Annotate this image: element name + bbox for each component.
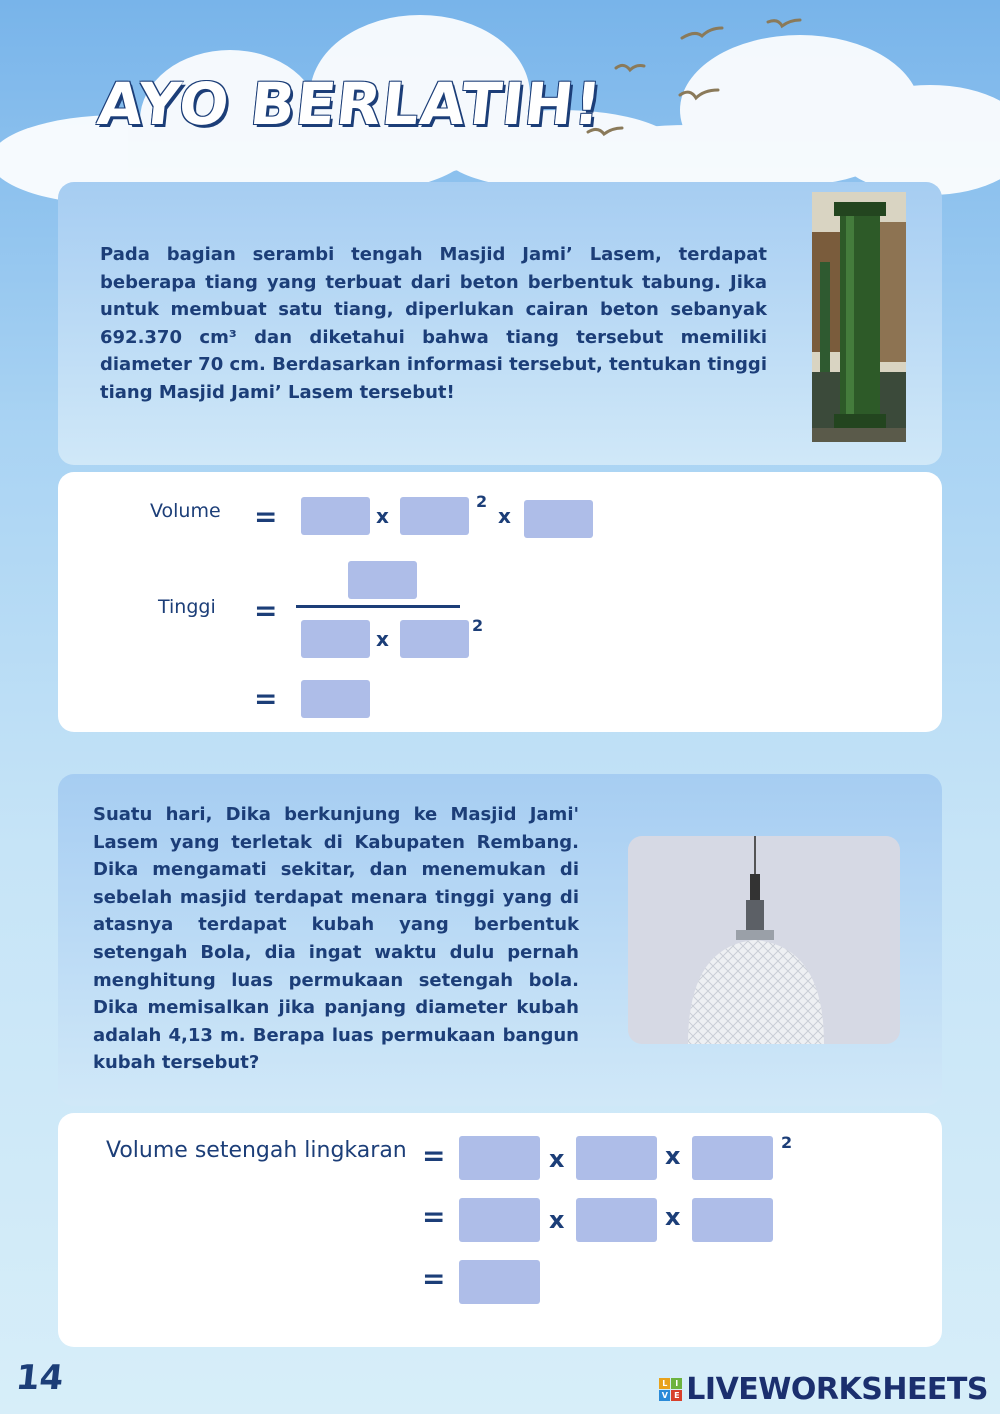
power-two: 2 xyxy=(781,1133,793,1152)
answer-box-denominator-1[interactable] xyxy=(301,620,370,658)
page-title: AYO BERLATIH! xyxy=(94,70,606,138)
page-number: 14 xyxy=(13,1358,66,1398)
answer-box-3[interactable] xyxy=(692,1136,773,1180)
question-1-panel xyxy=(58,182,942,465)
power-two: 2 xyxy=(472,616,484,635)
half-sphere-label: Volume setengah lingkaran xyxy=(106,1138,407,1163)
tinggi-label: Tinggi xyxy=(158,596,216,618)
answer-1-panel xyxy=(58,472,942,732)
green-column-photo xyxy=(812,192,906,442)
times-sign: x xyxy=(665,1142,681,1170)
times-sign: x xyxy=(549,1206,565,1234)
fraction-line xyxy=(296,605,460,608)
times-sign: x xyxy=(376,627,389,651)
brand-name: LIVEWORKSHEETS xyxy=(686,1372,988,1407)
equals-sign: = xyxy=(422,1200,446,1233)
answer-box-2[interactable] xyxy=(576,1136,657,1180)
answer-box-1[interactable] xyxy=(301,497,370,535)
answer-box-2[interactable] xyxy=(400,497,469,535)
answer-box-result[interactable] xyxy=(301,680,370,718)
times-sign: x xyxy=(376,504,389,528)
bird-icon xyxy=(768,20,800,26)
times-sign: x xyxy=(665,1203,681,1231)
question-2-text: Suatu hari, Dika berkunjung ke Masjid Jami' Lasem yang terletak di Kabupaten Rembang. Dika mengamati sekitar, dan menemukan di sebelah masjid terdapat menara tinggi yang di atasnya terdapat kubah yang berbentuk setengah Bola, dia ingat waktu dulu pernah menghitung luas permukaan setengah bola. Dika memisalkan jika panjang diameter kubah adalah 4,13 m. Berapa luas permukaan bangun kubah tersebut? xyxy=(93,804,579,1074)
answer-2-panel xyxy=(58,1113,942,1347)
equals-sign: = xyxy=(422,1262,446,1295)
question-2-panel xyxy=(58,774,942,1106)
liveworksheets-logo-icon: L I V E xyxy=(659,1378,682,1401)
equals-sign: = xyxy=(422,1139,446,1172)
equals-sign: = xyxy=(254,682,278,715)
answer-box-3[interactable] xyxy=(524,500,593,538)
equals-sign: = xyxy=(254,500,278,533)
power-two: 2 xyxy=(476,492,488,511)
bird-icon xyxy=(682,28,722,38)
times-sign: x xyxy=(549,1145,565,1173)
answer-box-result[interactable] xyxy=(459,1260,540,1304)
liveworksheets-brand xyxy=(659,1372,988,1407)
white-dome-photo xyxy=(628,836,900,1044)
question-1-text: Pada bagian serambi tengah Masjid Jami’ Lasem, terdapat beberapa tiang yang terbuat dari beton berbentuk tabung. Jika untuk membuat satu tiang, diperlukan cairan beton sebanyak 692.370 cm³ dan diketahui bahwa tiang tersebut memiliki diameter 70 cm. Berdasarkan informasi tersebut, tentukan tinggi tiang Masjid Jami’ Lasem tersebut! xyxy=(100,244,767,403)
answer-box-5[interactable] xyxy=(576,1198,657,1242)
answer-box-6[interactable] xyxy=(692,1198,773,1242)
answer-box-denominator-2[interactable] xyxy=(400,620,469,658)
answer-box-4[interactable] xyxy=(459,1198,540,1242)
bird-icon xyxy=(616,65,644,70)
times-sign: x xyxy=(498,504,511,528)
answer-box-numerator[interactable] xyxy=(348,561,417,599)
volume-label: Volume xyxy=(150,500,221,522)
equals-sign: = xyxy=(254,594,278,627)
answer-box-1[interactable] xyxy=(459,1136,540,1180)
